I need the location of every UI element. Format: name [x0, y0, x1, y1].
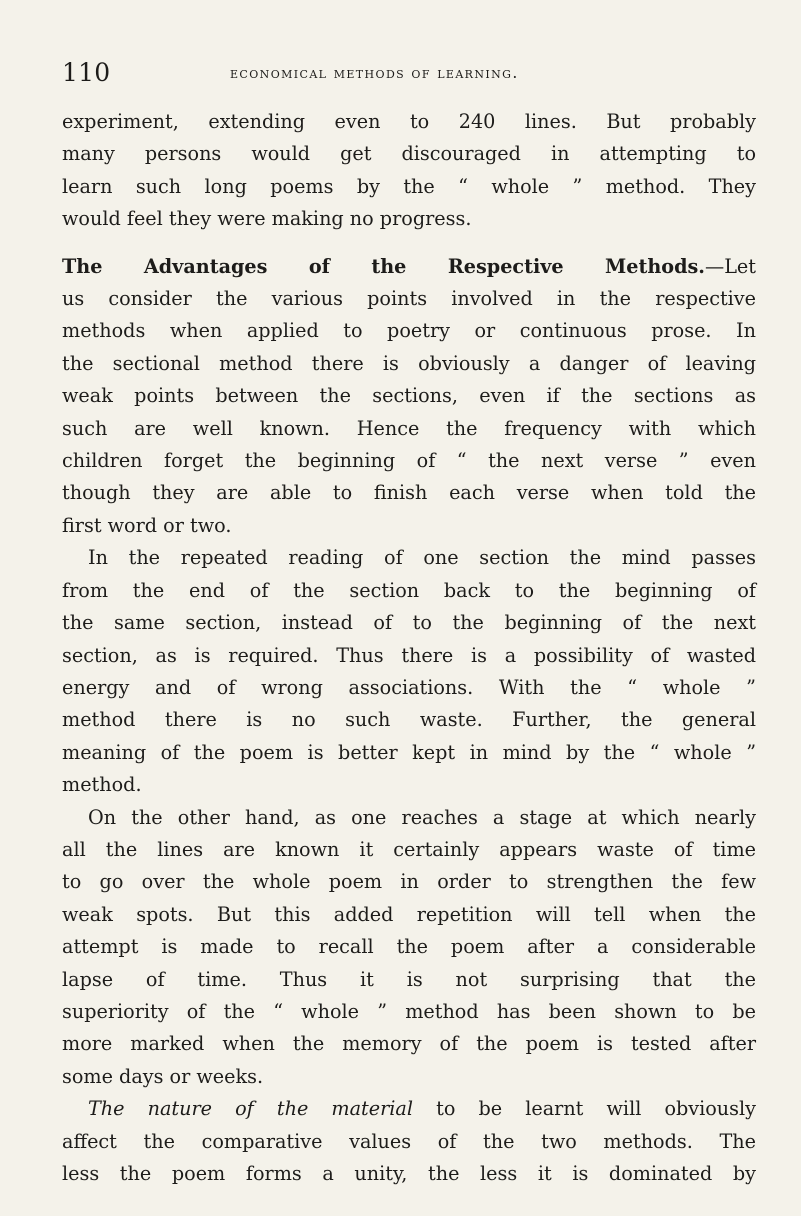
text-line: would feel they were making no progress.: [62, 207, 472, 231]
text-line: experiment, extending even to 240 lines. But probably: [62, 110, 756, 133]
text-line: methods when applied to poetry or continuous prose. In: [62, 319, 756, 343]
text-line: from the end of the section back to the beginning of: [62, 578, 756, 602]
text-line: more marked when the memory of the poem is tested after: [62, 1032, 756, 1056]
text-line: weak points between the sections, even if the sections as: [62, 384, 756, 408]
paragraph-material-nature: [62, 1093, 756, 1190]
text-line: all the lines are known it certainly appears waste of time: [62, 837, 756, 861]
text-line: children forget the beginning of “ the next verse ” even: [62, 449, 756, 473]
text-line: section, as is required. Thus there is a possibility of wasted: [62, 643, 756, 667]
page-number: 110: [62, 58, 111, 87]
text-line: attempt is made to recall the poem after a considerable: [62, 935, 756, 959]
text-line: us consider the various points involved in the respective: [62, 287, 756, 311]
text-line: though they are able to finish each verse when told the: [62, 481, 756, 505]
text-line: superiority of the “ whole ” method has been shown to be: [62, 999, 756, 1023]
text-line: On the other hand, as one reaches a stage at which nearly: [88, 805, 756, 829]
text-line: weak spots. But this added repetition will tell when the: [62, 902, 756, 926]
text-line: learn such long poems by the “ whole ” method. They: [62, 174, 756, 198]
text-line: method.: [62, 773, 142, 797]
paragraph-repeated-reading: [62, 542, 756, 801]
text-line: affect the comparative values of the two methods. The: [62, 1129, 756, 1153]
body-text: [62, 106, 756, 1190]
section-heading-line: [62, 251, 756, 283]
text-line: In the repeated reading of one section the mind passes: [88, 546, 756, 570]
paragraph-continued: [62, 106, 756, 236]
text-line: first word or two.: [62, 513, 232, 537]
text-line: lapse of time. Thus it is not surprising that the: [62, 967, 756, 991]
text-line: such are well known. Hence the frequency with which: [62, 416, 756, 440]
text-line: energy and of wrong associations. With the “ whole ”: [62, 675, 756, 699]
italic-phrase: The nature of the material: [88, 1097, 413, 1121]
section-gap: [62, 236, 756, 251]
text-line: the same section, instead of to the beginning of the next: [62, 611, 756, 635]
section-paragraph: [62, 251, 756, 543]
text-line: less the poem forms a unity, the less it is dominated by: [62, 1162, 756, 1185]
text-line: method there is no such waste. Further, the general: [62, 708, 756, 732]
text-line: to go over the whole poem in order to strengthen the few: [62, 870, 756, 894]
text-line: the sectional method there is obviously a danger of leaving: [62, 351, 756, 375]
running-title: economical methods of learning.: [230, 64, 519, 82]
text-line: many persons would get discouraged in attempting to: [62, 142, 756, 166]
text-line: meaning of the poem is better kept in mind by the “ whole ”: [62, 740, 756, 764]
section-heading: The Advantages of the Respective Methods.: [62, 254, 705, 278]
heading-tail-text: —Let: [705, 254, 756, 278]
text-line: some days or weeks.: [62, 1064, 264, 1088]
text-fragment: to be learnt will obviously: [413, 1097, 756, 1121]
text-line: [62, 1093, 756, 1125]
running-head: [62, 58, 761, 92]
paragraph-other-hand: [62, 802, 756, 1094]
